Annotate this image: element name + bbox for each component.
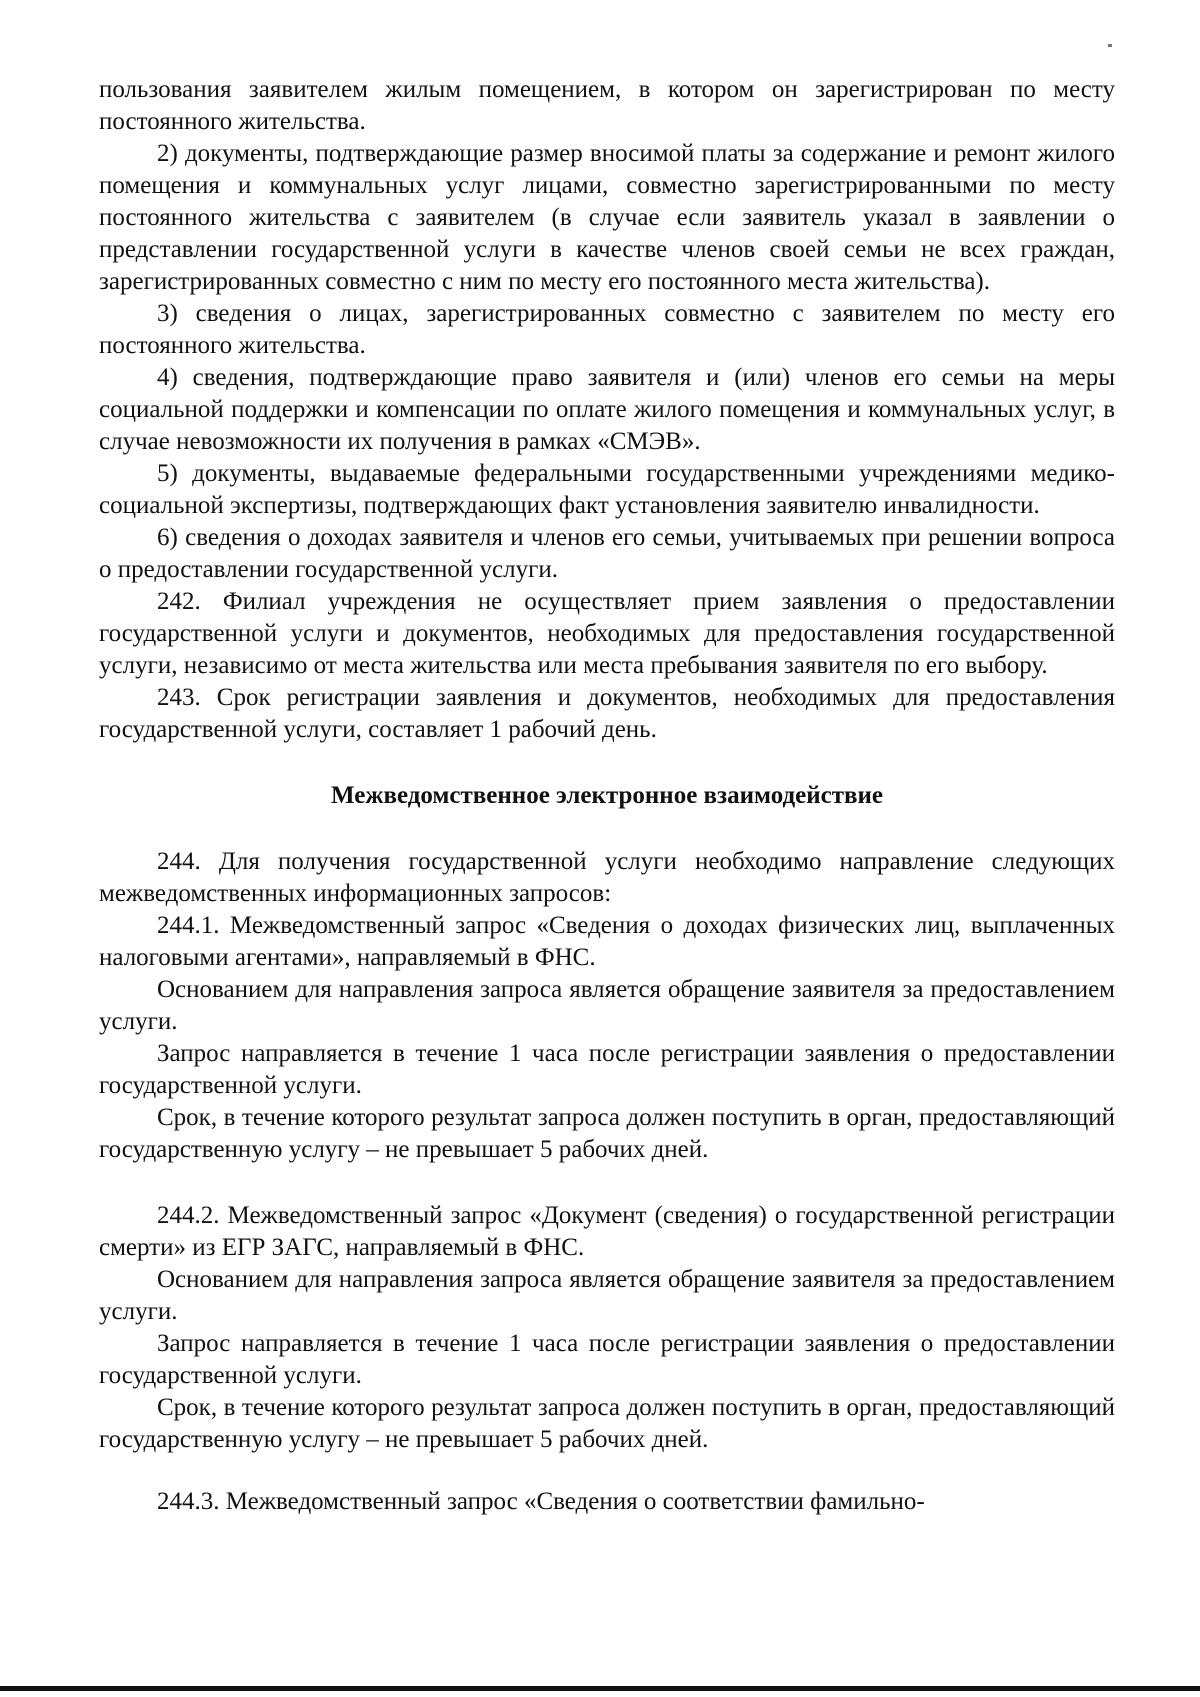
list-item-6: 6) сведения о доходах заявителя и членов его семьи, учитываемых при решении вопроса о предоставлении государственной услуги.	[99, 524, 1115, 583]
clause-244-2-basis: Основанием для направления запроса является обращение заявителя за предоставлением услуги.	[99, 1266, 1115, 1325]
spacer	[99, 746, 1115, 780]
scan-speck	[1108, 44, 1112, 47]
clause-244-1-basis: Основанием для направления запроса является обращение заявителя за предоставлением услуги.	[99, 976, 1115, 1035]
spacer	[99, 1166, 1115, 1200]
clause-243: 243. Срок регистрации заявления и документов, необходимых для предоставления государственной услуги, составляет 1 рабочий день.	[99, 684, 1115, 743]
document-body	[99, 74, 1115, 1518]
list-item-4: 4) сведения, подтверждающие право заявителя и (или) членов его семьи на меры социальной поддержки и компенсации по оплате жилого помещения и коммунальных услуг, в случае невозможности их получения в рамках «СМЭВ».	[99, 364, 1115, 455]
list-item-5: 5) документы, выдаваемые федеральными государственными учреждениями медико-социальной экспертизы, подтверждающих факт установления заявителю инвалидности.	[99, 460, 1115, 519]
spacer	[99, 1456, 1115, 1486]
clause-244: 244. Для получения государственной услуги необходимо направление следующих межведомственных информационных запросов:	[99, 848, 1115, 907]
clause-242: 242. Филиал учреждения не осуществляет прием заявления о предоставлении государственной услуги и документов, необходимых для предоставления государственной услуги, независимо от места жительства или места пребывания заявителя по его выбору.	[99, 588, 1115, 679]
list-item-2: 2) документы, подтверждающие размер вносимой платы за содержание и ремонт жилого помещения и коммунальных услуг лицами, совместно зарегистрированными по месту постоянного жительства с заявителем (в случае если заявитель указал в заявлении о представлении государственной услуги в качестве членов своей семьи не всех граждан, зарегистрированных совместно с ним по месту его постоянного места жительства).	[99, 140, 1115, 295]
paragraph-continuation: пользования заявителем жилым помещением, в котором он зарегистрирован по месту постоянного жительства.	[99, 76, 1115, 135]
page-bottom-border	[0, 1686, 1200, 1691]
clause-244-1: 244.1. Межведомственный запрос «Сведения о доходах физических лиц, выплаченных налоговыми агентами», направляемый в ФНС.	[99, 912, 1115, 971]
clause-244-3: 244.3. Межведомственный запрос «Сведения о соответствии фамильно-	[157, 1488, 925, 1515]
list-item-3: 3) сведения о лицах, зарегистрированных совместно с заявителем по месту его постоянного жительства.	[99, 300, 1115, 359]
clause-244-2-deadline: Срок, в течение которого результат запроса должен поступить в орган, предоставляющий государственную услугу – не превышает 5 рабочих дней.	[99, 1394, 1115, 1453]
clause-244-2: 244.2. Межведомственный запрос «Документ (сведения) о государственной регистрации смерти» из ЕГР ЗАГС, направляемый в ФНС.	[99, 1202, 1115, 1261]
spacer	[99, 812, 1115, 846]
section-heading: Межведомственное электронное взаимодействие	[330, 782, 884, 809]
clause-244-1-deadline: Срок, в течение которого результат запроса должен поступить в орган, предоставляющий государственную услугу – не превышает 5 рабочих дней.	[99, 1104, 1115, 1163]
clause-244-2-timing: Запрос направляется в течение 1 часа после регистрации заявления о предоставлении государственной услуги.	[99, 1330, 1115, 1389]
clause-244-1-timing: Запрос направляется в течение 1 часа после регистрации заявления о предоставлении государственной услуги.	[99, 1040, 1115, 1099]
